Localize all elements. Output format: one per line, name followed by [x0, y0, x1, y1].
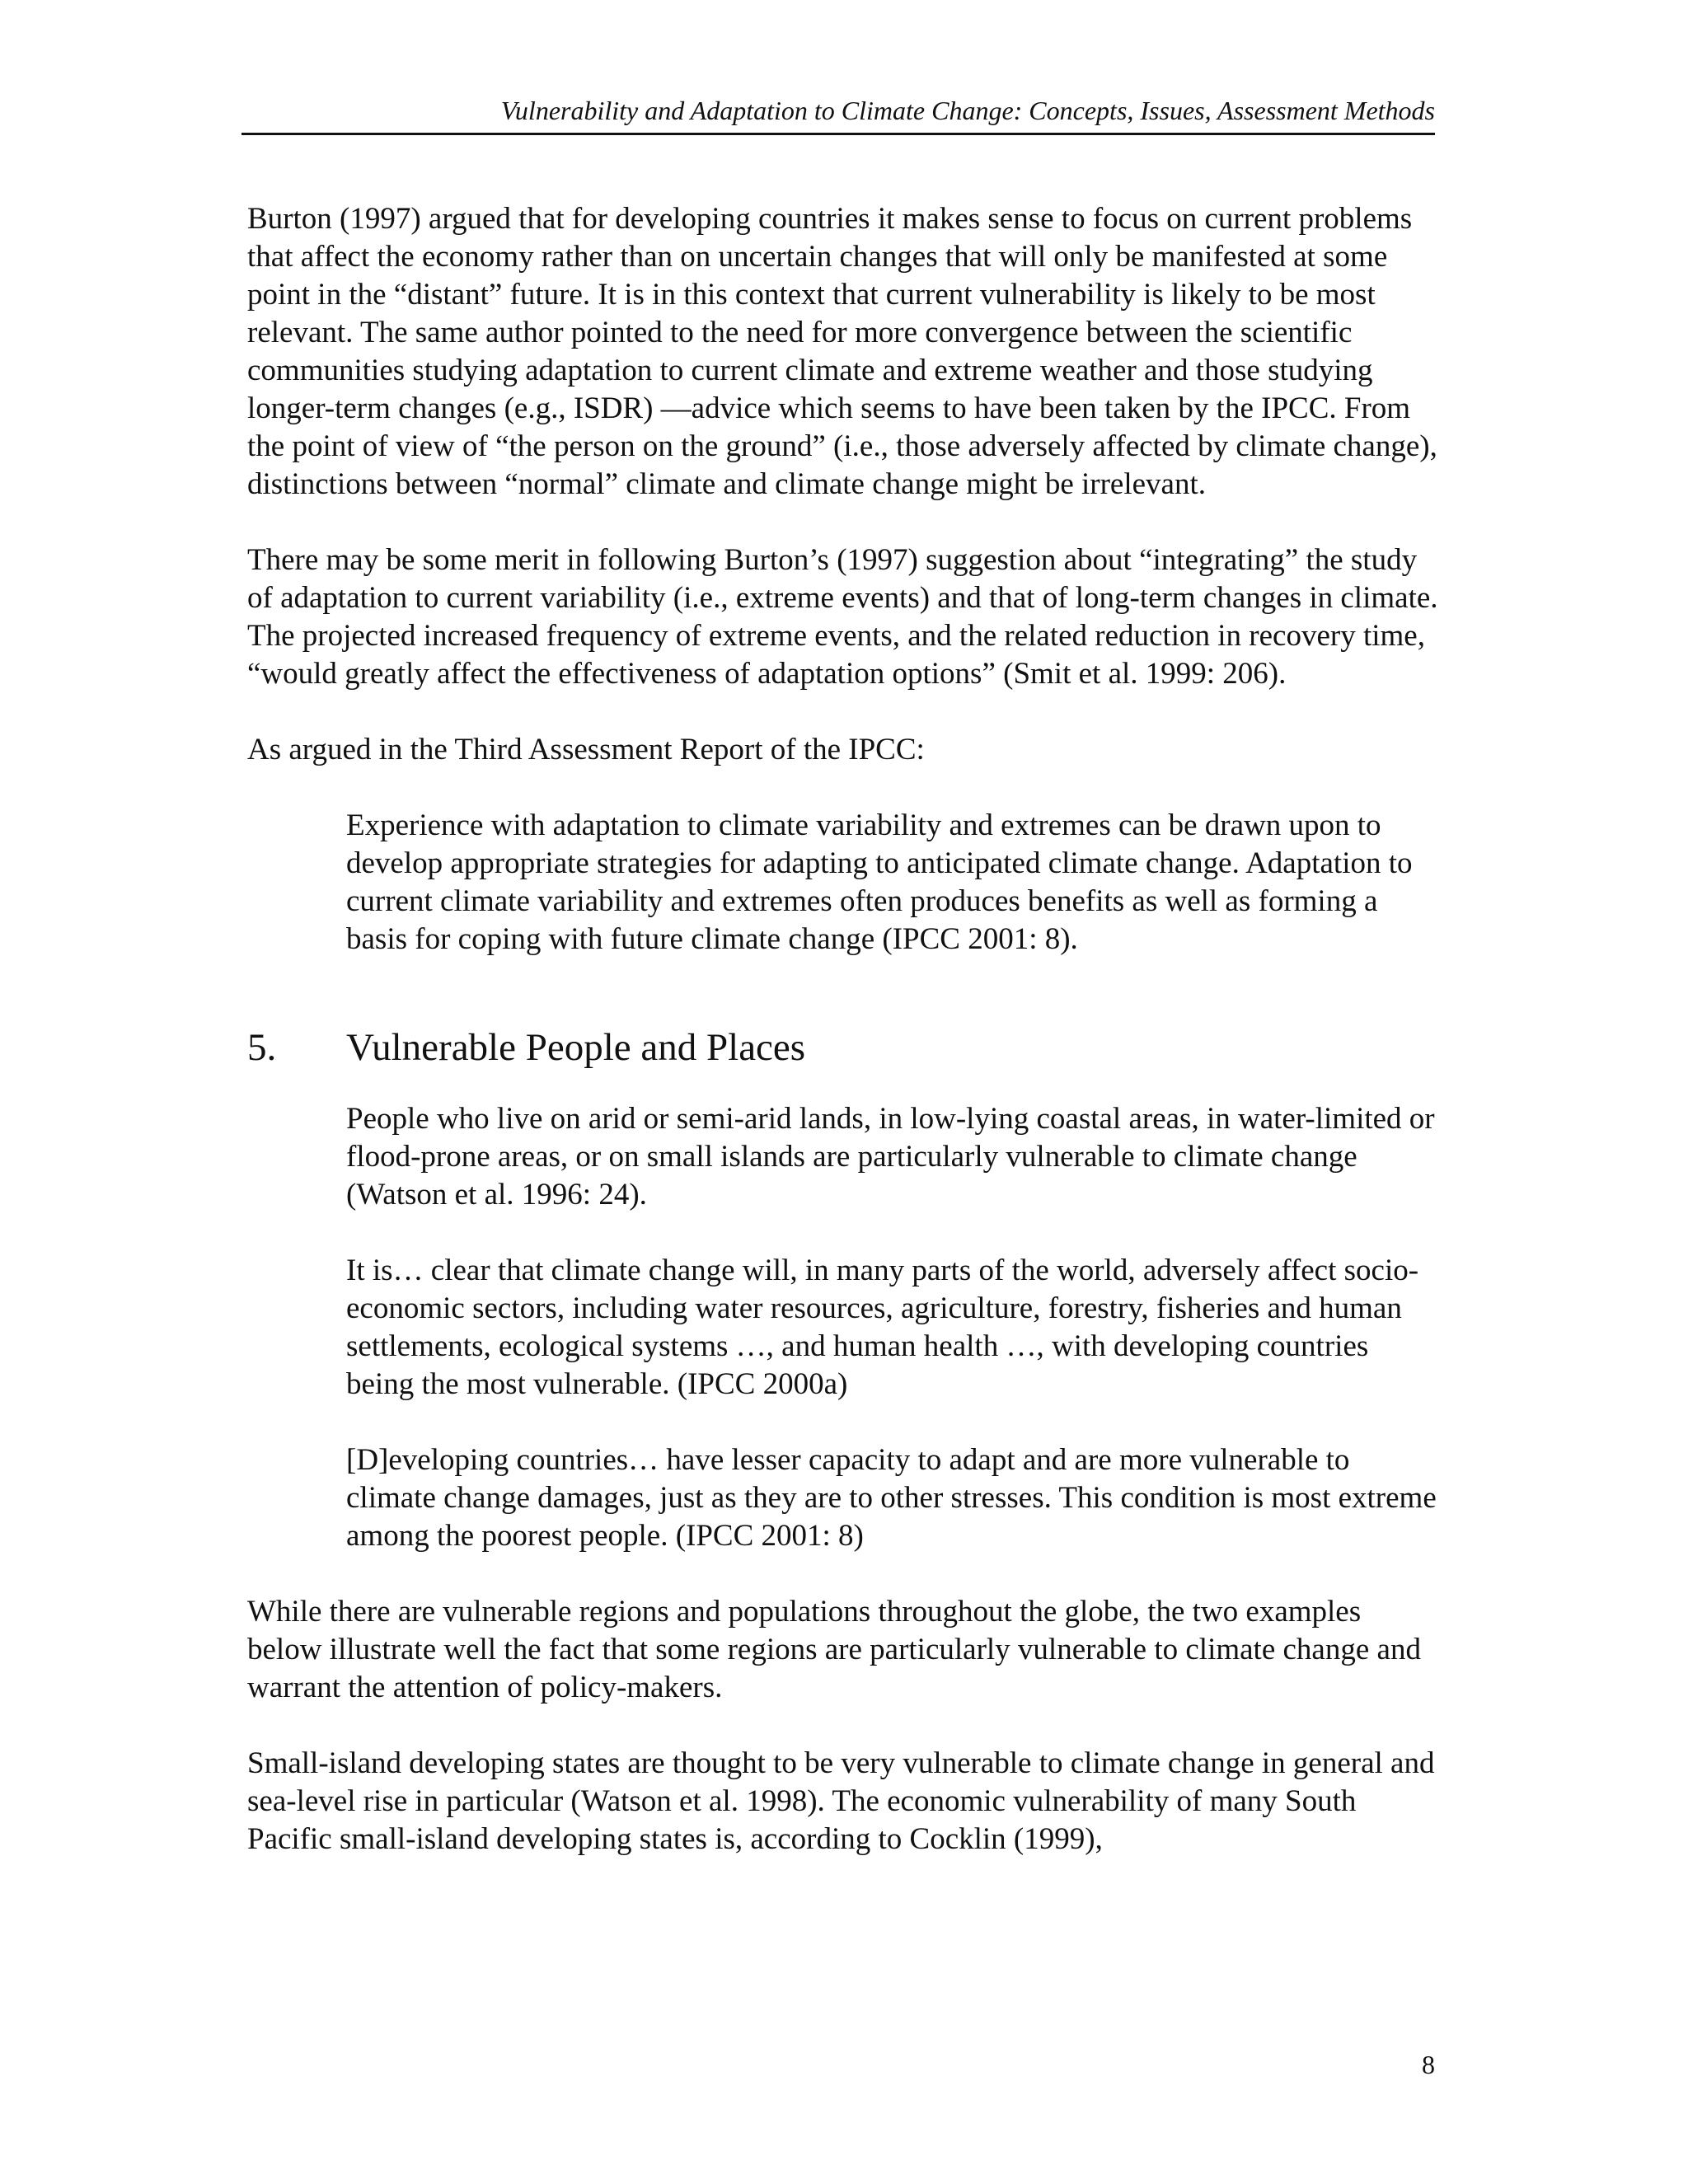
section-title: Vulnerable People and Places [346, 1026, 806, 1069]
body-text [247, 200, 1438, 1896]
paragraph-burton-1997: Burton (1997) argued that for developing countries it makes sense to focus on current problems that affect the economy rather than on uncertain changes that will only be manifested at some point in the “distant” future. It is in this context that current vulnerability is likely to be most relevant. The same author pointed to the need for more convergence between the scientific communities studying adaptation to current climate and extreme weather and those studying longer-term changes (e.g., ISDR) —advice which seems to have been taken by the IPCC. From the point of view of “the person on the ground” (i.e., those adversely affected by climate change), distinctions between “normal” climate and climate change might be irrelevant. [247, 202, 1437, 501]
block-quote-ipcc-2000a: It is… clear that climate change will, in many parts of the world, adversely affect socio-economic sectors, including water resources, agriculture, forestry, fisheries and human settlements, ecological systems …, and human health …, with developing countries being the most vulnerable. (IPCC 2000a) [346, 1254, 1419, 1401]
paragraph-third-assessment-intro: As argued in the Third Assessment Report of the IPCC: [247, 733, 925, 766]
running-header: Vulnerability and Adaptation to Climate Change: Concepts, Issues, Assessment Methods [500, 96, 1435, 125]
section-heading [247, 1024, 1438, 1071]
page-number: 8 [1422, 2050, 1435, 2079]
paragraph-vulnerable-regions: While there are vulnerable regions and populations throughout the globe, the two examples below illustrate well the fact that some regions are particularly vulnerable to climate change and warrant the attention of policy-makers. [247, 1595, 1421, 1704]
block-quote-watson-1996: People who live on arid or semi-arid lands, in low-lying coastal areas, in water-limited or flood-prone areas, or on small islands are particularly vulnerable to climate change (Watson et al. 1996: 24). [346, 1102, 1435, 1212]
paragraph-integrating-adaptation: There may be some merit in following Burton’s (1997) suggestion about “integrating” the study of adaptation to current variability (i.e., extreme events) and that of long-term changes in climate. The projected increased frequency of extreme events, and the related reduction in recovery time, “would greatly affect the effectiveness of adaptation options” (Smit et al. 1999: 206). [247, 543, 1438, 691]
block-quote-ipcc-2001: Experience with adaptation to climate variability and extremes can be drawn upon to develop appropriate strategies for adapting to anticipated climate change. Adaptation to current climate variability and extremes often produces benefits as well as forming a basis for coping with future climate change (IPCC 2001: 8). [346, 808, 1413, 956]
block-quote-ipcc-2001-developing: [D]eveloping countries… have lesser capacity to adapt and are more vulnerable to climate change damages, just as they are to other stresses. This condition is most extreme among the poorest people. (IPCC 2001: 8) [346, 1443, 1437, 1553]
header-rule [241, 133, 1435, 135]
section-number: 5. [247, 1026, 277, 1069]
paragraph-small-island-states: Small-island developing states are thought to be very vulnerable to climate change in general and sea-level rise in particular (Watson et al. 1998). The economic vulnerability of many South Pacific small-island developing states is, according to Cocklin (1999), [247, 1746, 1435, 1856]
